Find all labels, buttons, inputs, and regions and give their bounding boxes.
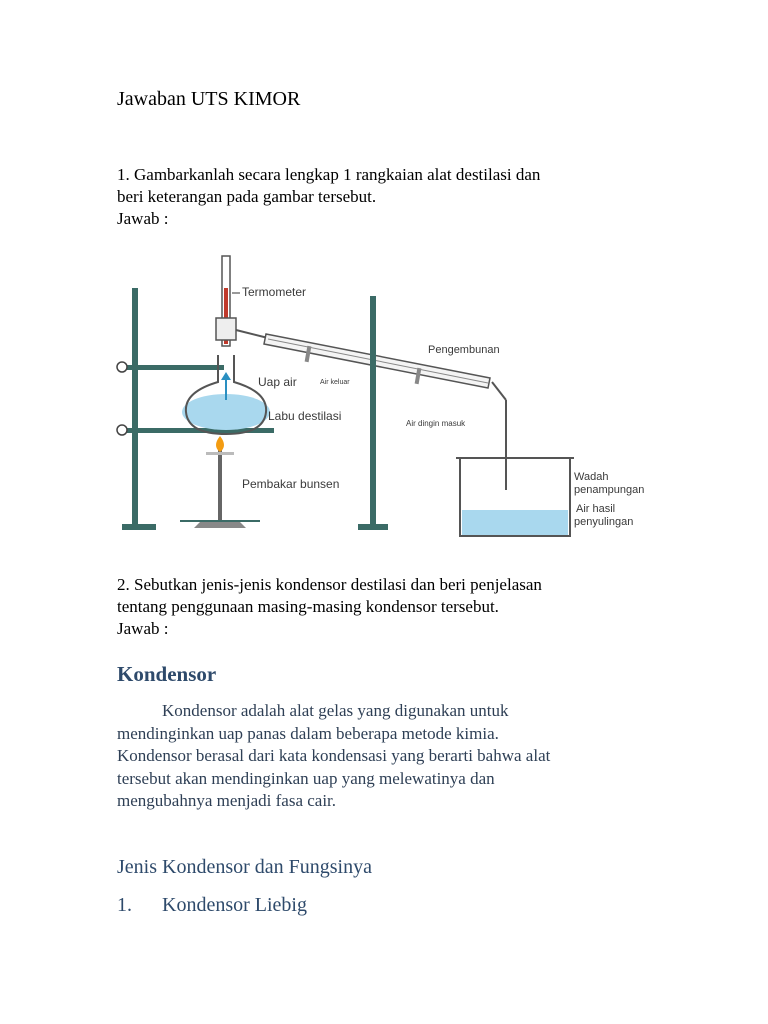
list-item-label: Kondensor Liebig xyxy=(162,894,307,916)
question-2-line-2: tentang penggunaan masing-masing kondensor tersebut. xyxy=(117,597,499,616)
paragraph-line-3: Kondensor berasal dari kata kondensasi yang berarti bahwa alat xyxy=(117,746,551,765)
question-1 xyxy=(117,164,677,230)
page-title: Jawaban UTS KIMOR xyxy=(117,88,301,110)
kondensor-heading: Kondensor xyxy=(117,662,217,686)
label-pembakar-bunsen: Pembakar bunsen xyxy=(242,477,340,491)
label-air-dingin-masuk: Air dingin masuk xyxy=(406,419,466,428)
question-1-line-1: 1. Gambarkanlah secara lengkap 1 rangkaian alat destilasi dan xyxy=(117,165,541,184)
question-2 xyxy=(117,574,697,640)
paragraph-line-4: tersebut akan mendinginkan uap yang melewatinya dan xyxy=(117,768,495,788)
label-wadah-1: Wadah xyxy=(574,471,609,483)
label-air-hasil-1: Air hasil xyxy=(576,503,616,515)
distillation-apparatus-figure xyxy=(108,250,680,542)
label-uap-air: Uap air xyxy=(258,375,297,389)
question-1-line-2: beri keterangan pada gambar tersebut. xyxy=(117,187,377,206)
label-pengembunan: Pengembunan xyxy=(428,344,500,356)
paragraph-line-1: Kondensor adalah alat gelas yang digunakan untuk xyxy=(162,701,509,720)
burner-grid xyxy=(206,452,234,455)
side-arm xyxy=(236,330,268,338)
label-wadah-2: penampungan xyxy=(574,484,645,496)
question-2-line-1: 2. Sebutkan jenis-jenis kondensor destilasi dan beri penjelasan xyxy=(117,575,542,594)
burner-foot-line xyxy=(180,520,260,522)
jenis-kondensor-heading: Jenis Kondensor dan Fungsinya xyxy=(117,856,372,878)
clamp-knob-lower xyxy=(117,425,127,435)
burner-base xyxy=(194,522,246,528)
kondensor-paragraph xyxy=(117,700,677,813)
beaker-water xyxy=(462,510,568,536)
distillation-diagram xyxy=(108,250,680,542)
paragraph-line-2: mendinginkan uap panas dalam beberapa metode kimia. xyxy=(117,723,499,743)
adapter-down xyxy=(492,382,506,400)
flame-icon xyxy=(216,436,224,452)
middle-stand-rod xyxy=(370,296,376,526)
clamp-knob-upper xyxy=(117,362,127,372)
question-2-answer-label: Jawab : xyxy=(117,619,169,638)
paragraph-line-5: mengubahnya menjadi fasa cair. xyxy=(117,791,337,810)
list-item-number: 1. xyxy=(117,894,132,916)
question-1-answer-label: Jawab : xyxy=(117,209,169,228)
burner-rod xyxy=(218,450,222,520)
list-item xyxy=(117,894,307,917)
label-termometer: Termometer xyxy=(242,285,307,299)
middle-stand-base xyxy=(358,524,388,530)
label-air-hasil-2: penyulingan xyxy=(574,516,634,528)
clamp-arm-upper xyxy=(124,365,224,370)
label-air-keluar: Air keluar xyxy=(320,379,350,386)
thermometer-adapter xyxy=(216,318,236,340)
left-stand-base xyxy=(122,524,156,530)
vapor-arrow-head xyxy=(221,372,231,380)
label-labu-destilasi: Labu destilasi xyxy=(268,409,342,423)
left-stand-rod xyxy=(132,288,138,526)
